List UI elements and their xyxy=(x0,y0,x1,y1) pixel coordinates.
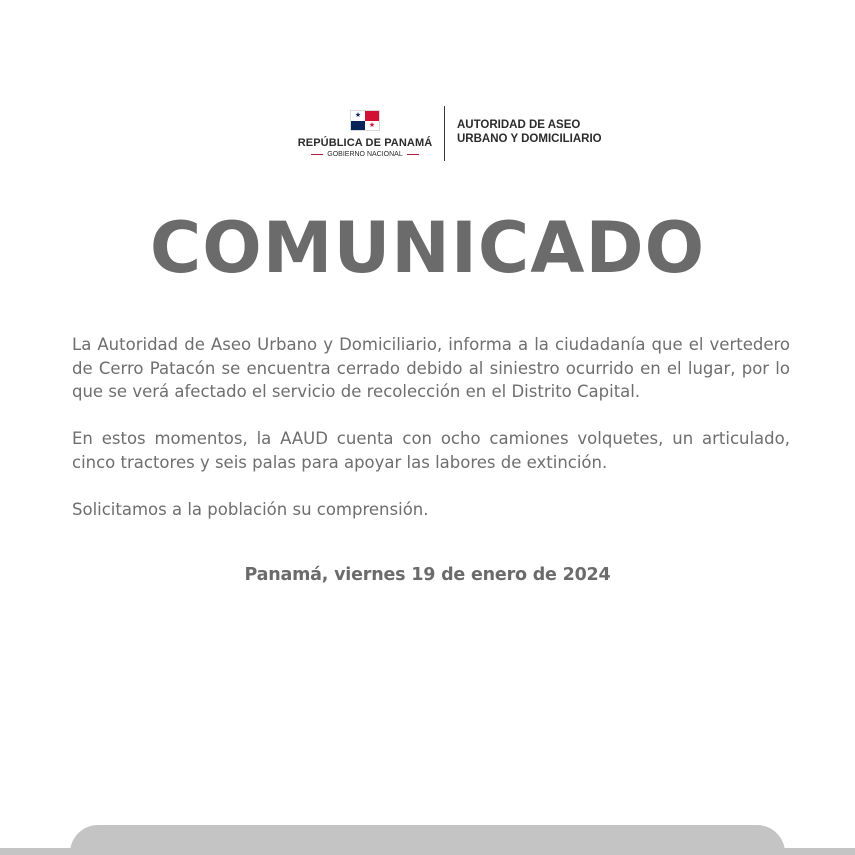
decorative-line xyxy=(311,154,323,155)
decorative-line xyxy=(407,154,419,155)
page-title: COMUNICADO xyxy=(149,207,706,289)
republica-panama-logo xyxy=(296,110,434,158)
panama-flag-icon: ★ ★ xyxy=(350,110,380,131)
footer-strip-decoration xyxy=(0,848,855,855)
header-logos xyxy=(0,106,855,162)
release-body xyxy=(72,333,790,545)
paragraph-3: Solicitamos a la población su comprensión. xyxy=(72,499,429,519)
agency-name-line1: AUTORIDAD DE ASEO xyxy=(457,119,581,131)
paragraph-2: En estos momentos, la AAUD cuenta con ocho camiones volquetes, un articulado, cinco tractores y seis palas para apoyar las labores de extinción. xyxy=(72,429,790,472)
logo-divider xyxy=(444,106,445,161)
country-title: REPÚBLICA DE PANAMÁ xyxy=(297,137,433,149)
paragraph-1: La Autoridad de Aseo Urbano y Domiciliario, informa a la ciudadanía que el vertedero de Cerro Patacón se encuentra cerrado debido al siniestro ocurrido en el lugar, por lo que se verá afectado el servicio de recolección en el Distrito Capital. xyxy=(72,335,790,401)
agency-name xyxy=(457,118,602,146)
country-subtitle-row xyxy=(296,151,434,158)
date-line: Panamá, viernes 19 de enero de 2024 xyxy=(244,565,611,585)
country-subtitle: GOBIERNO NACIONAL xyxy=(327,151,403,158)
agency-name-line2: URBANO Y DOMICILIARIO xyxy=(457,133,602,145)
